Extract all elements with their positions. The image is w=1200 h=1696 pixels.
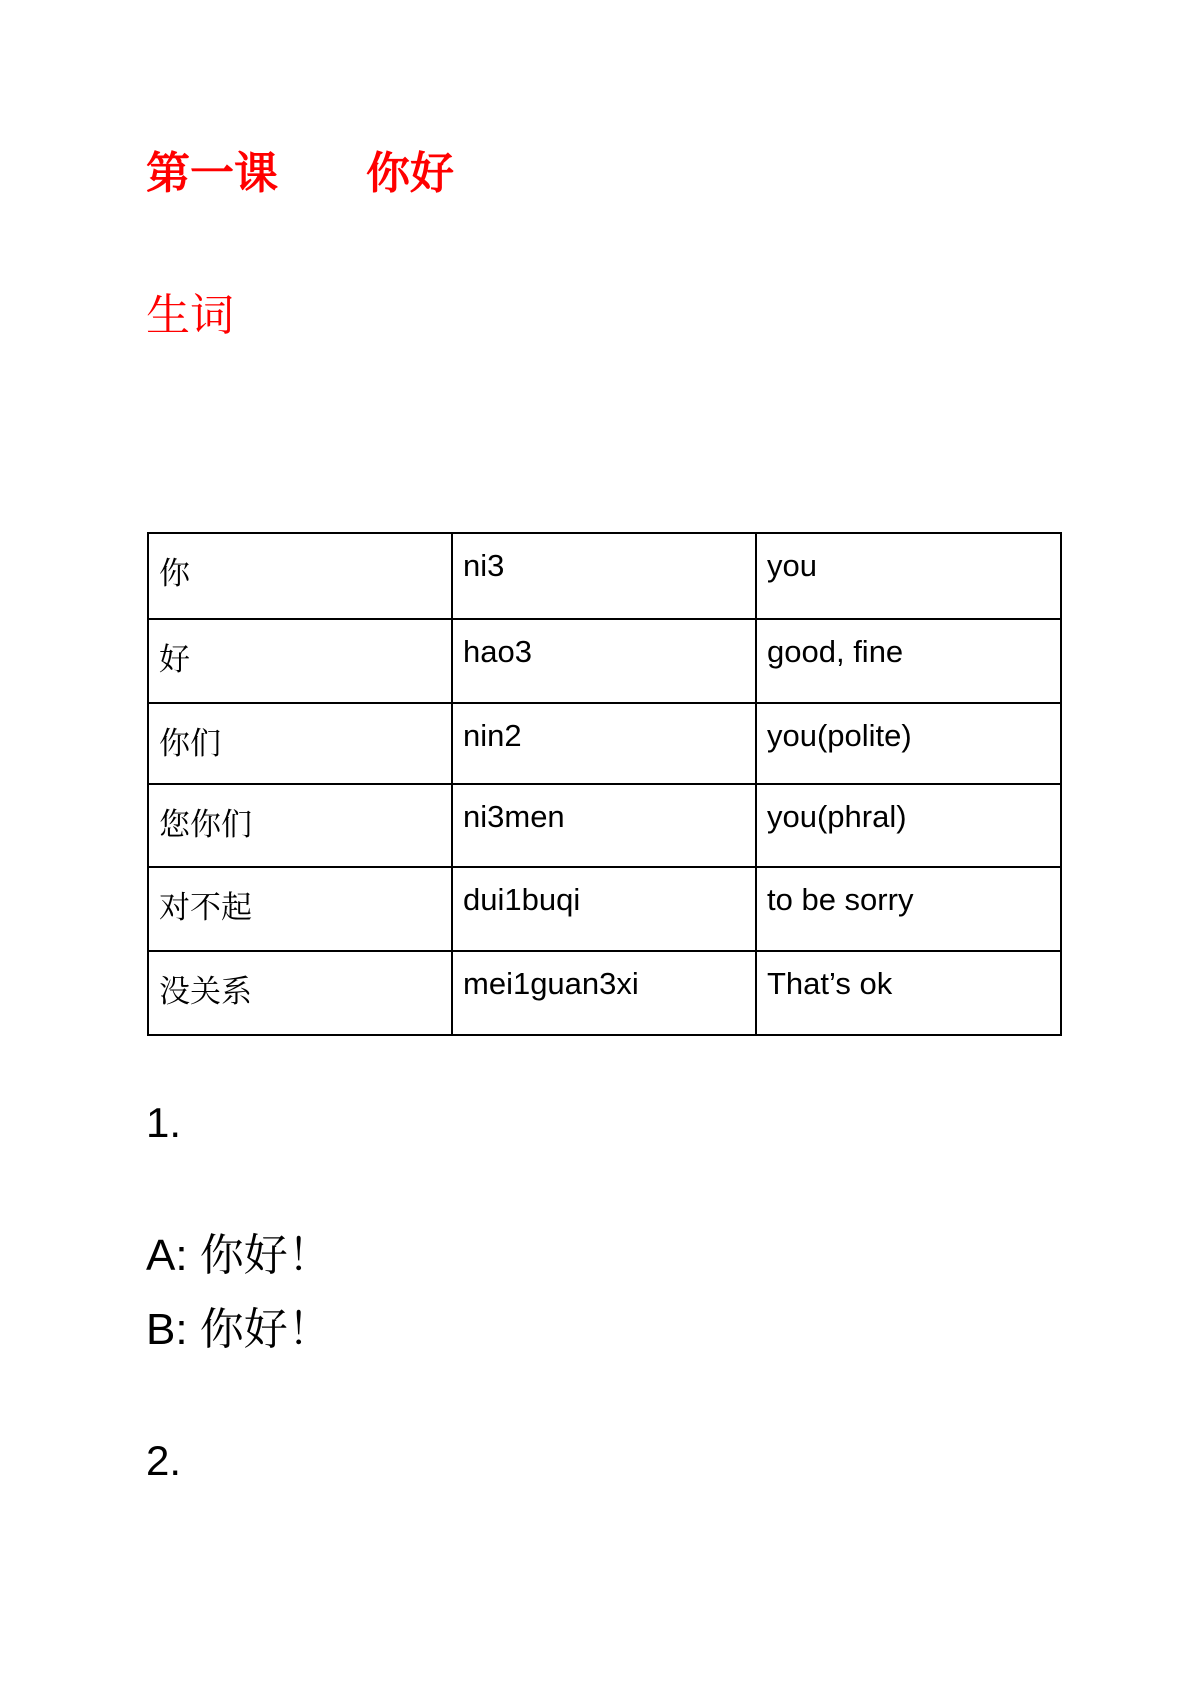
pinyin-cell: ni3men [452, 784, 756, 867]
pinyin-cell: hao3 [452, 619, 756, 703]
hanzi-cell: 好 [148, 619, 452, 703]
pinyin-cell: dui1buqi [452, 867, 756, 951]
pinyin-cell: ni3 [452, 533, 756, 619]
table-row [148, 619, 1061, 703]
hanzi-cell: 你 [148, 533, 452, 619]
hanzi-cell: 您你们 [148, 784, 452, 867]
pinyin-cell: nin2 [452, 703, 756, 784]
dialogue-number: 2. [146, 1437, 182, 1484]
hanzi-cell: 你们 [148, 703, 452, 784]
table-row [148, 867, 1061, 951]
english-cell: That’s ok [756, 951, 1061, 1035]
english-cell: you [756, 533, 1061, 619]
english-cell: you(phral) [756, 784, 1061, 867]
table-row [148, 533, 1061, 619]
table-row [148, 784, 1061, 867]
pinyin-cell: mei1guan3xi [452, 951, 756, 1035]
hanzi-cell: 对不起 [148, 867, 452, 951]
vocabulary-table [147, 532, 1062, 1036]
dialogue-line-a: A: 你好！ [146, 1231, 332, 1280]
dialogue-number: 1. [146, 1099, 182, 1146]
table-row [148, 951, 1061, 1035]
english-cell: good, fine [756, 619, 1061, 703]
vocabulary-heading: 生词 [146, 291, 234, 340]
hanzi-cell: 没关系 [148, 951, 452, 1035]
english-cell: you(polite) [756, 703, 1061, 784]
dialogue-line-b: B: 你好！ [146, 1305, 332, 1354]
table-row [148, 703, 1061, 784]
english-cell: to be sorry [756, 867, 1061, 951]
lesson-title: 第一课 你好 [146, 149, 454, 198]
